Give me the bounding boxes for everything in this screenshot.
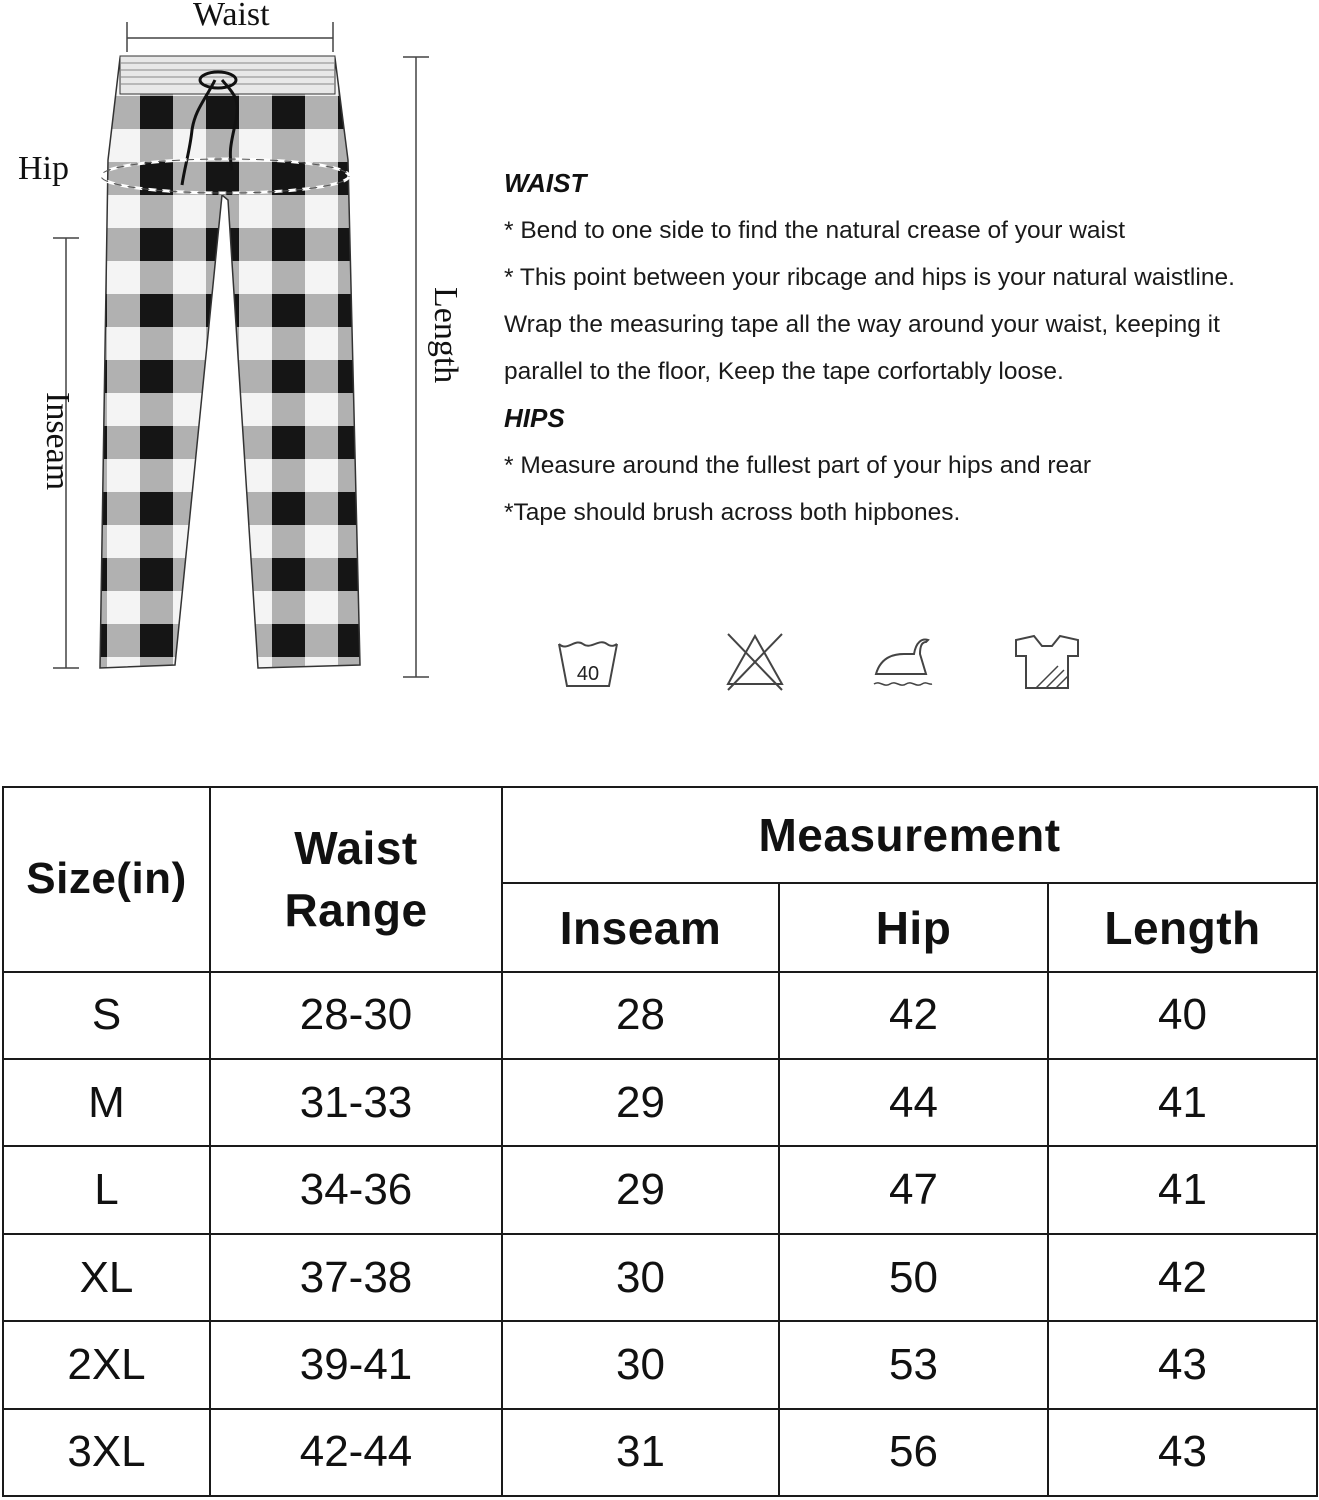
length-cell: 41	[1048, 1146, 1317, 1233]
drip-dry-icon	[1012, 630, 1082, 694]
hips-instruction-line: *Tape should brush across both hipbones.	[504, 499, 961, 526]
length-header: Length	[1048, 883, 1317, 971]
waist-heading: WAIST	[504, 168, 587, 198]
table-row	[3, 972, 1317, 1059]
wash-40-icon	[555, 630, 621, 694]
table-row	[3, 1234, 1317, 1321]
hip-cell: 47	[779, 1146, 1048, 1233]
hip-cell: 42	[779, 972, 1048, 1059]
waist-instruction-line: * This point between your ribcage and hips is your natural waistline.	[504, 264, 1235, 291]
waist-instruction-line: parallel to the floor, Keep the tape corfortably loose.	[504, 358, 1064, 385]
hip-cell: 50	[779, 1234, 1048, 1321]
inseam-cell: 28	[502, 972, 779, 1059]
inseam-cell: 30	[502, 1321, 779, 1408]
measurement-header: Measurement	[502, 787, 1317, 883]
waist-instruction-line: * Bend to one side to find the natural crease of your waist	[504, 217, 1126, 244]
hip-cell: 56	[779, 1409, 1048, 1496]
inseam-cell: 29	[502, 1059, 779, 1146]
length-cell: 43	[1048, 1321, 1317, 1408]
waist-range-cell: 31-33	[210, 1059, 502, 1146]
hips-instruction-line: * Measure around the fullest part of your hips and rear	[504, 452, 1091, 479]
table-row	[3, 1321, 1317, 1408]
waist-range-cell: 39-41	[210, 1321, 502, 1408]
length-dimension-label: Length	[427, 287, 464, 384]
hips-heading: HIPS	[504, 403, 565, 433]
size-cell: XL	[3, 1234, 210, 1321]
waist-range-header-line2: Range	[284, 884, 428, 937]
wash-temperature: 40	[576, 663, 600, 685]
length-cell: 41	[1048, 1059, 1317, 1146]
waist-range-cell: 42-44	[210, 1409, 502, 1496]
waist-range-header	[210, 787, 502, 972]
waist-range-header-line1: Waist	[294, 822, 418, 875]
iron-icon	[870, 630, 936, 694]
measurement-instructions	[504, 160, 1316, 536]
inseam-cell: 29	[502, 1146, 779, 1233]
waist-range-cell: 28-30	[210, 972, 502, 1059]
hip-cell: 53	[779, 1321, 1048, 1408]
length-cell: 40	[1048, 972, 1317, 1059]
inseam-dimension-label: Inseam	[39, 392, 76, 491]
size-cell: 3XL	[3, 1409, 210, 1496]
table-row	[3, 1146, 1317, 1233]
table-row	[3, 1059, 1317, 1146]
size-header: Size(in)	[3, 787, 210, 972]
length-cell: 42	[1048, 1234, 1317, 1321]
do-not-bleach-icon	[722, 630, 788, 694]
size-chart-table	[2, 786, 1318, 1497]
size-cell: L	[3, 1146, 210, 1233]
pants-measurement-diagram	[0, 0, 480, 700]
waist-range-cell: 34-36	[210, 1146, 502, 1233]
hip-header: Hip	[779, 883, 1048, 971]
inseam-cell: 30	[502, 1234, 779, 1321]
size-cell: S	[3, 972, 210, 1059]
inseam-header: Inseam	[502, 883, 779, 971]
size-cell: 2XL	[3, 1321, 210, 1408]
length-cell: 43	[1048, 1409, 1317, 1496]
waist-range-cell: 37-38	[210, 1234, 502, 1321]
pants-illustration	[0, 0, 480, 700]
waist-instruction-line: Wrap the measuring tape all the way around your waist, keeping it	[504, 311, 1220, 338]
waist-dimension-label: Waist	[193, 0, 270, 33]
hip-dimension-label: Hip	[18, 150, 69, 187]
inseam-cell: 31	[502, 1409, 779, 1496]
table-row	[3, 1409, 1317, 1496]
hip-cell: 44	[779, 1059, 1048, 1146]
size-cell: M	[3, 1059, 210, 1146]
